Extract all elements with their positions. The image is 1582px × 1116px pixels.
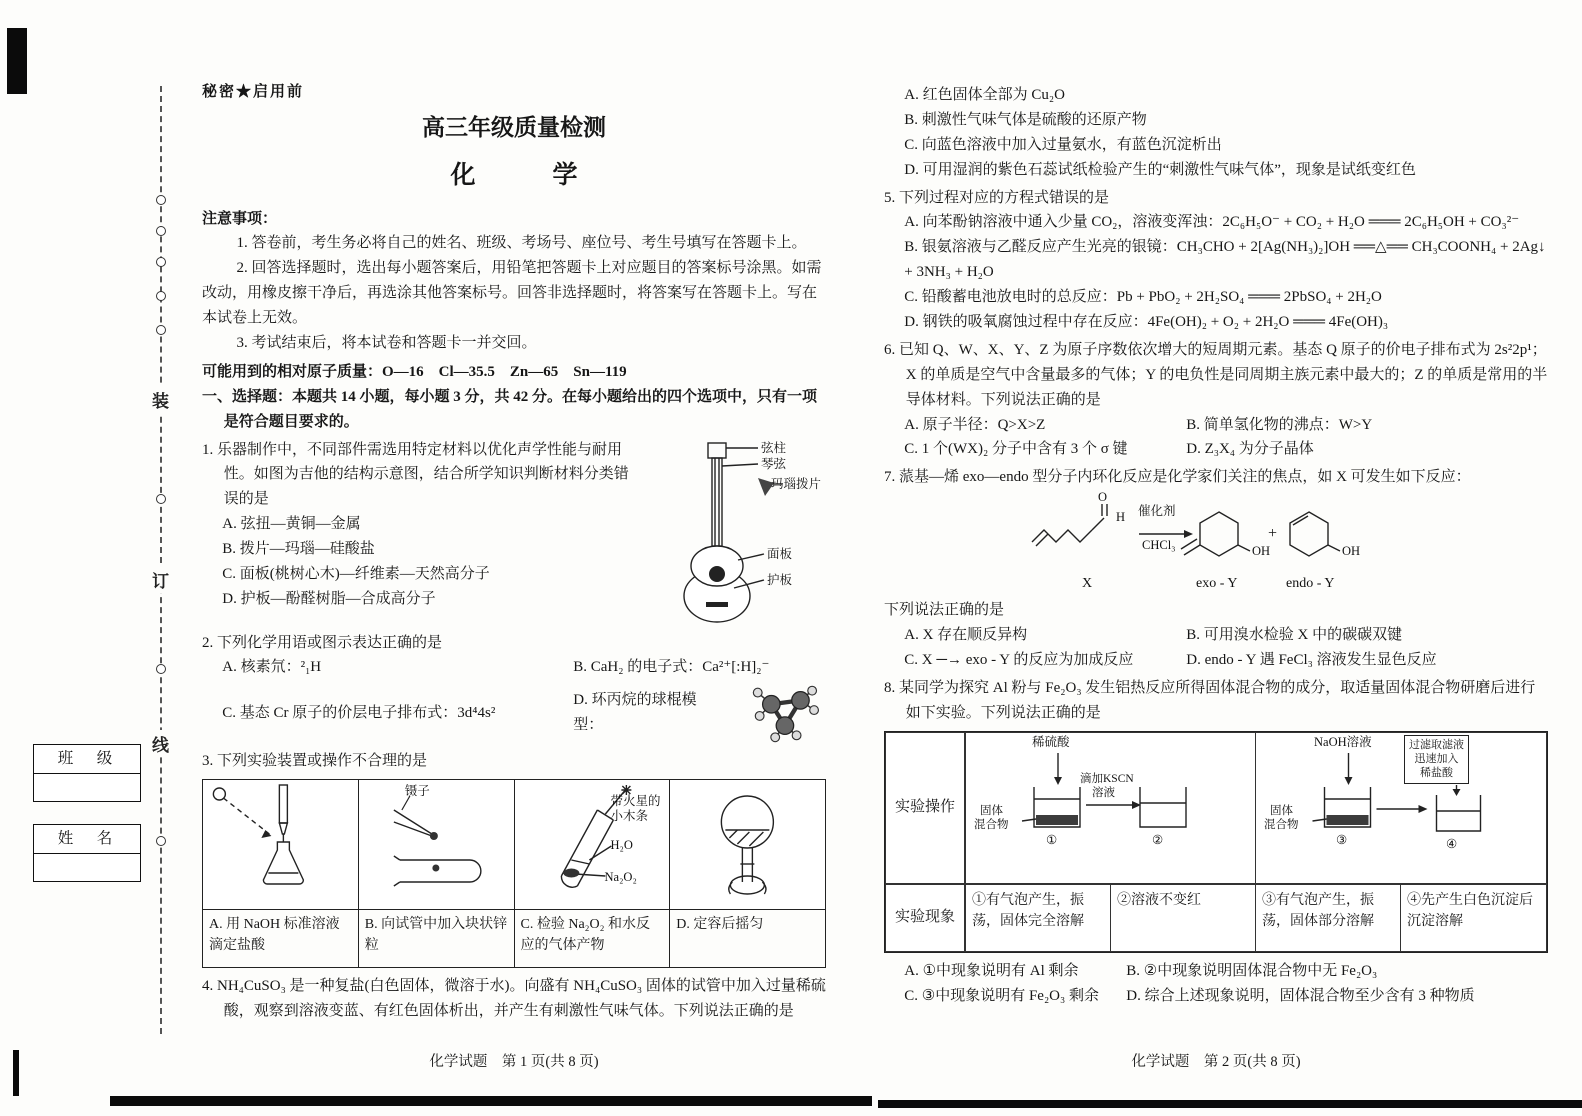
q3-caption-b: B. 向试管中加入块状锌粒 [358, 910, 514, 968]
exam-title: 高三年级质量检测 [422, 114, 606, 140]
q8-label-dilute-sulfuric-acid: 稀硫酸 [1032, 734, 1070, 749]
question-8 [884, 676, 1548, 1009]
q3-label-na2o2: Na₂O₂ [604, 870, 637, 885]
question-2-option-c: C. 基态 Cr 原子的价层电子排布式：3d⁴4s² [222, 704, 496, 721]
q3-label-water: H₂O [610, 838, 633, 853]
q8-beaker-3-number: ③ [1336, 832, 1348, 847]
q8-phenomenon-4: ④先产生白色沉淀后沉淀溶解 [1407, 892, 1533, 929]
question-3 [202, 749, 826, 968]
class-field-box [33, 744, 141, 802]
q8-beaker-1-number: ① [1046, 832, 1058, 847]
question-1-option-d: D. 护板—酚醛树脂—合成高分子 [222, 590, 436, 607]
question-7 [884, 465, 1548, 673]
q3-apparatus-table [202, 779, 826, 968]
question-7-option-b: B. 可用溴水检验 X 中的碳碳双键 [1186, 627, 1403, 644]
binding-hole-icon [156, 664, 166, 674]
binding-hole-icon [156, 291, 166, 301]
exam-page-2 [884, 80, 1548, 1008]
guitar-label-pick: 玛瑙拨片 [771, 476, 822, 491]
question-4-option-b: B. 刺激性气味气体是硫酸的还原产物 [904, 111, 1147, 128]
binding-hole-icon [156, 195, 166, 205]
guitar-figure [638, 440, 826, 630]
question-4-options [884, 83, 1548, 183]
notice-item-3: 3. 考试结束后，将本试卷和答题卡一并交回。 [236, 335, 537, 352]
q8-label-solid-1b: 混合物 [974, 818, 1009, 831]
question-3-stem: 3. 下列实验装置或操作不合理的是 [202, 753, 428, 770]
question-7-option-d: D. endo - Y 遇 FeCl₃ 溶液发生显色反应 [1186, 652, 1437, 669]
atomic-mass-line: 可能用到的相对原子质量：O—16 Cl—35.5 Zn—65 Sn—119 [202, 363, 627, 380]
binding-char-zhuang: 装 [152, 386, 169, 413]
q8-experiment-table [884, 731, 1548, 953]
secret-label: 秘密★启用前 [202, 84, 305, 100]
q3-label-splint: 带火星的小木条 [610, 794, 661, 824]
q8-operation-header: 实验操作 [885, 732, 965, 884]
section-1-header: 一、选择题：本题共 14 小题，每小题 3 分，共 42 分。在每小题给出的四个选项中，只有一项是符合题目要求的。 [202, 388, 818, 430]
guitar-label-string-post: 弦柱 [761, 440, 787, 455]
page-2-footer: 化学试题 第 2 页(共 8 页) [1131, 1054, 1301, 1070]
question-4-option-a: A. 红色固体全部为 Cu₂O [904, 87, 1065, 103]
q8-diagram-acid [966, 733, 1256, 883]
binding-hole-icon [156, 257, 166, 267]
question-2-option-b: B. CaH₂ 的电子式：Ca²⁺[:H]₂⁻ [573, 659, 770, 676]
q8-filter-box [1404, 735, 1469, 784]
q7-exo-label: exo - Y [1196, 576, 1238, 592]
q7-plus-sign: + [1268, 525, 1278, 543]
q7-x-label: X [1082, 576, 1093, 592]
binding-hole-icon [156, 325, 166, 335]
question-6-option-a: A. 原子半径：Q>X>Z [904, 416, 1046, 433]
class-label: 班 级 [34, 745, 140, 774]
q8-label-kscn-1: 滴加KSCN [1080, 772, 1134, 785]
q3-figure-volumetric-flask [670, 780, 826, 910]
question-2-option-a: A. 核素氘：²₁H [222, 659, 322, 676]
q8-phenomenon-1: ①有气泡产生，振荡，固体完全溶解 [966, 885, 1111, 951]
q3-figure-titration [203, 780, 359, 910]
question-2-stem: 2. 下列化学用语或图示表达正确的是 [202, 634, 443, 651]
cyclopropane-ball-stick-model [748, 682, 826, 744]
question-7-option-c: C. X ─→ exo - Y 的反应为加成反应 [904, 652, 1134, 669]
guitar-label-guard-board: 护板 [767, 572, 793, 587]
question-7-stem: 7. 蒎基—烯 exo—endo 型分子内环化反应是化学家们关注的焦点，如 X 可发生如下反应： [884, 469, 1471, 486]
q8-label-solid-2b: 混合物 [1264, 818, 1299, 831]
question-7-option-a: A. X 存在顺反异构 [904, 627, 1028, 644]
question-6-stem: 6. 已知 Q、W、X、Y、Z 为原子序数依次增大的短周期元素。基态 Q 原子的价电子排布式为 2s²2p¹；X 的单质是空气中含量最多的气体；Y 的电负性是同周期主族元素中最大的；Z 的单质是常用的半导体材料。下列说法正确的是 [884, 341, 1548, 408]
question-1-stem: 1. 乐器制作中，不同部件需选用特定材料以优化声学性能与耐用性。如图为吉他的结构示意图，结合所学知识判断材料分类错误的是 [202, 441, 629, 508]
q8-label-filter-1: 过滤取滤液 [1409, 738, 1464, 751]
guitar-drawing [638, 440, 826, 630]
q8-label-filter-3: 稀盐酸 [1420, 767, 1453, 780]
name-field-box [33, 824, 141, 882]
q3-label-tweezers: 镊子 [404, 784, 430, 799]
q8-label-filter-2: 迅速加入 [1414, 753, 1459, 765]
question-6-option-d: D. Z₃X₄ 为分子晶体 [1186, 441, 1314, 458]
question-4-option-c: C. 向蓝色溶液中加入过量氨水，有蓝色沉淀析出 [904, 136, 1222, 153]
question-1-option-a: A. 弦扭—黄铜—金属 [222, 516, 361, 533]
binding-hole-icon [156, 494, 166, 504]
question-8-option-c: C. ③中现象说明有 Fe₂O₃ 剩余 [904, 987, 1099, 1004]
binding-char-xian: 线 [152, 730, 169, 757]
q7-endo-label: endo - Y [1286, 576, 1335, 592]
scan-artifact-bottom-bar-right [878, 1100, 1582, 1108]
question-5-option-b: B. 银氨溶液与乙醛反应产生光亮的银镜：CH₃CHO + 2[Ag(NH₃)₂]OH ══△══ CH₃COONH₄ + 2Ag↓ + 3NH₃ + H₂O [904, 239, 1546, 281]
q7-h-label: H [1116, 510, 1126, 525]
question-5-option-c: C. 铅酸蓄电池放电时的总反应：Pb + PbO₂ + 2H₂SO₄ ═══ 2PbSO₄ + 2H₂O [904, 289, 1382, 306]
question-5-option-a: A. 向苯酚钠溶液中通入少量 CO₂，溶液变浑浊：2C₆H₅O⁻ + CO₂ + H₂O ═══ 2C₆H₅OH + CO₃²⁻ [904, 214, 1520, 231]
question-5-option-d: D. 钢铁的吸氧腐蚀过程中存在反应：4Fe(OH)₂ + O₂ + 2H₂O ═══ 4Fe(OH)₃ [904, 314, 1389, 331]
class-blank-field [34, 774, 140, 801]
scan-artifact-bottom-bar-left [110, 1096, 872, 1106]
subject-title: 化 学 [450, 162, 604, 190]
binding-hole-icon [156, 226, 166, 236]
binding-char-ding: 订 [152, 566, 169, 593]
q8-label-solid-2a: 固体 [1270, 804, 1293, 817]
q8-label-solid-1a: 固体 [980, 804, 1003, 817]
question-4-option-d: D. 可用湿润的紫色石蕊试纸检验产生的“刺激性气味气体”，现象是试纸变红色 [904, 161, 1416, 178]
q3-figure-tweezers-testtube [358, 780, 514, 910]
question-8-option-b: B. ②中现象说明固体混合物中无 Fe₂O₃ [1126, 962, 1378, 979]
question-5 [884, 186, 1548, 335]
question-1 [202, 438, 826, 628]
scan-artifact-bottom-left [13, 1050, 19, 1096]
question-4-stem: 4. NH₄CuSO₃ 是一种复盐(白色固体，微溶于水)。向盛有 NH₄CuSO₃ 固体的试管中加入过量稀硫酸，观察到溶液变蓝、有红色固体析出，并产生有刺激性气味气体。下列说法正确的是 [202, 978, 826, 1020]
question-8-stem: 8. 某同学为探究 Al 粉与 Fe₂O₃ 发生铝热反应所得固体混合物的成分，取适量固体混合物研磨后进行如下实验。下列说法正确的是 [884, 679, 1536, 721]
page-1-footer: 化学试题 第 1 页(共 8 页) [429, 1054, 599, 1070]
q7-oh1-label: OH [1252, 544, 1271, 559]
q8-label-naoh: NaOH溶液 [1314, 734, 1372, 749]
q8-phenomenon-3: ③有气泡产生，振荡，固体部分溶解 [1256, 885, 1401, 951]
notice-title: 注意事项： [202, 210, 278, 227]
q3-caption-c: C. 检验 Na₂O₂ 和水反应的气体产物 [514, 910, 670, 968]
guitar-label-string: 琴弦 [761, 456, 787, 471]
binding-hole-icon [156, 836, 166, 846]
q7-reaction-figure [884, 490, 1548, 598]
name-label: 姓 名 [34, 825, 140, 854]
q8-label-kscn-2: 溶液 [1092, 786, 1115, 799]
question-6 [884, 338, 1548, 462]
question-6-option-b: B. 简单氢化物的沸点：W>Y [1186, 416, 1373, 433]
exam-page-1 [202, 80, 826, 1024]
scan-artifact-top-left [7, 28, 27, 94]
q7-solvent-label: CHCl₃ [1142, 538, 1176, 553]
q8-operation-diagrams [965, 732, 1547, 884]
q7-catalyst-label: 催化剂 [1138, 504, 1176, 519]
name-blank-field [34, 854, 140, 881]
question-7-subline: 下列说法正确的是 [884, 602, 1005, 619]
q8-phenomena-row [965, 884, 1547, 952]
guitar-label-top-board: 面板 [767, 546, 793, 561]
q7-o-label: O [1098, 490, 1108, 505]
q7-oh2-label: OH [1342, 544, 1361, 559]
q3-caption-d: D. 定容后摇匀 [670, 910, 826, 968]
question-2-option-d: D. 环丙烷的球棍模型： [573, 692, 697, 734]
q8-phenomenon-2: ②溶液不变红 [1111, 885, 1256, 951]
q3-caption-a: A. 用 NaOH 标准溶液滴定盐酸 [203, 910, 359, 968]
question-8-option-d: D. 综合上述现象说明，固体混合物至少含有 3 种物质 [1126, 987, 1475, 1004]
q7-structures-drawing [1024, 494, 1364, 574]
q3-figure-gas-test [514, 780, 670, 910]
q8-phenomena-header: 实验现象 [885, 884, 965, 952]
question-6-option-c: C. 1 个(WX)₂ 分子中含有 3 个 σ 键 [904, 441, 1128, 458]
question-1-option-b: B. 拨片—玛瑙—硅酸盐 [222, 541, 375, 558]
question-4 [202, 974, 826, 1024]
question-1-option-c: C. 面板(桃树心木)—纤维素—天然高分子 [222, 566, 490, 583]
question-5-stem: 5. 下列过程对应的方程式错误的是 [884, 189, 1110, 206]
q8-beaker-2-number: ② [1152, 832, 1164, 847]
question-2 [202, 631, 826, 747]
q8-beaker-4-number: ④ [1446, 836, 1458, 851]
question-8-option-a: A. ①中现象说明有 Al 剩余 [904, 962, 1079, 979]
notice-item-2: 2. 回答选择题时，选出每小题答案后，用铅笔把答题卡上对应题目的答案标号涂黑。如需改动，用橡皮擦干净后，再选涂其他答案标号。回答非选择题时，将答案写在答题卡上。写在本试卷上无效。 [202, 260, 822, 327]
q8-diagram-naoh [1256, 733, 1546, 883]
notice-item-1: 1. 答卷前，考生务必将自己的姓名、班级、考场号、座位号、考生号填写在答题卡上。 [236, 235, 807, 252]
